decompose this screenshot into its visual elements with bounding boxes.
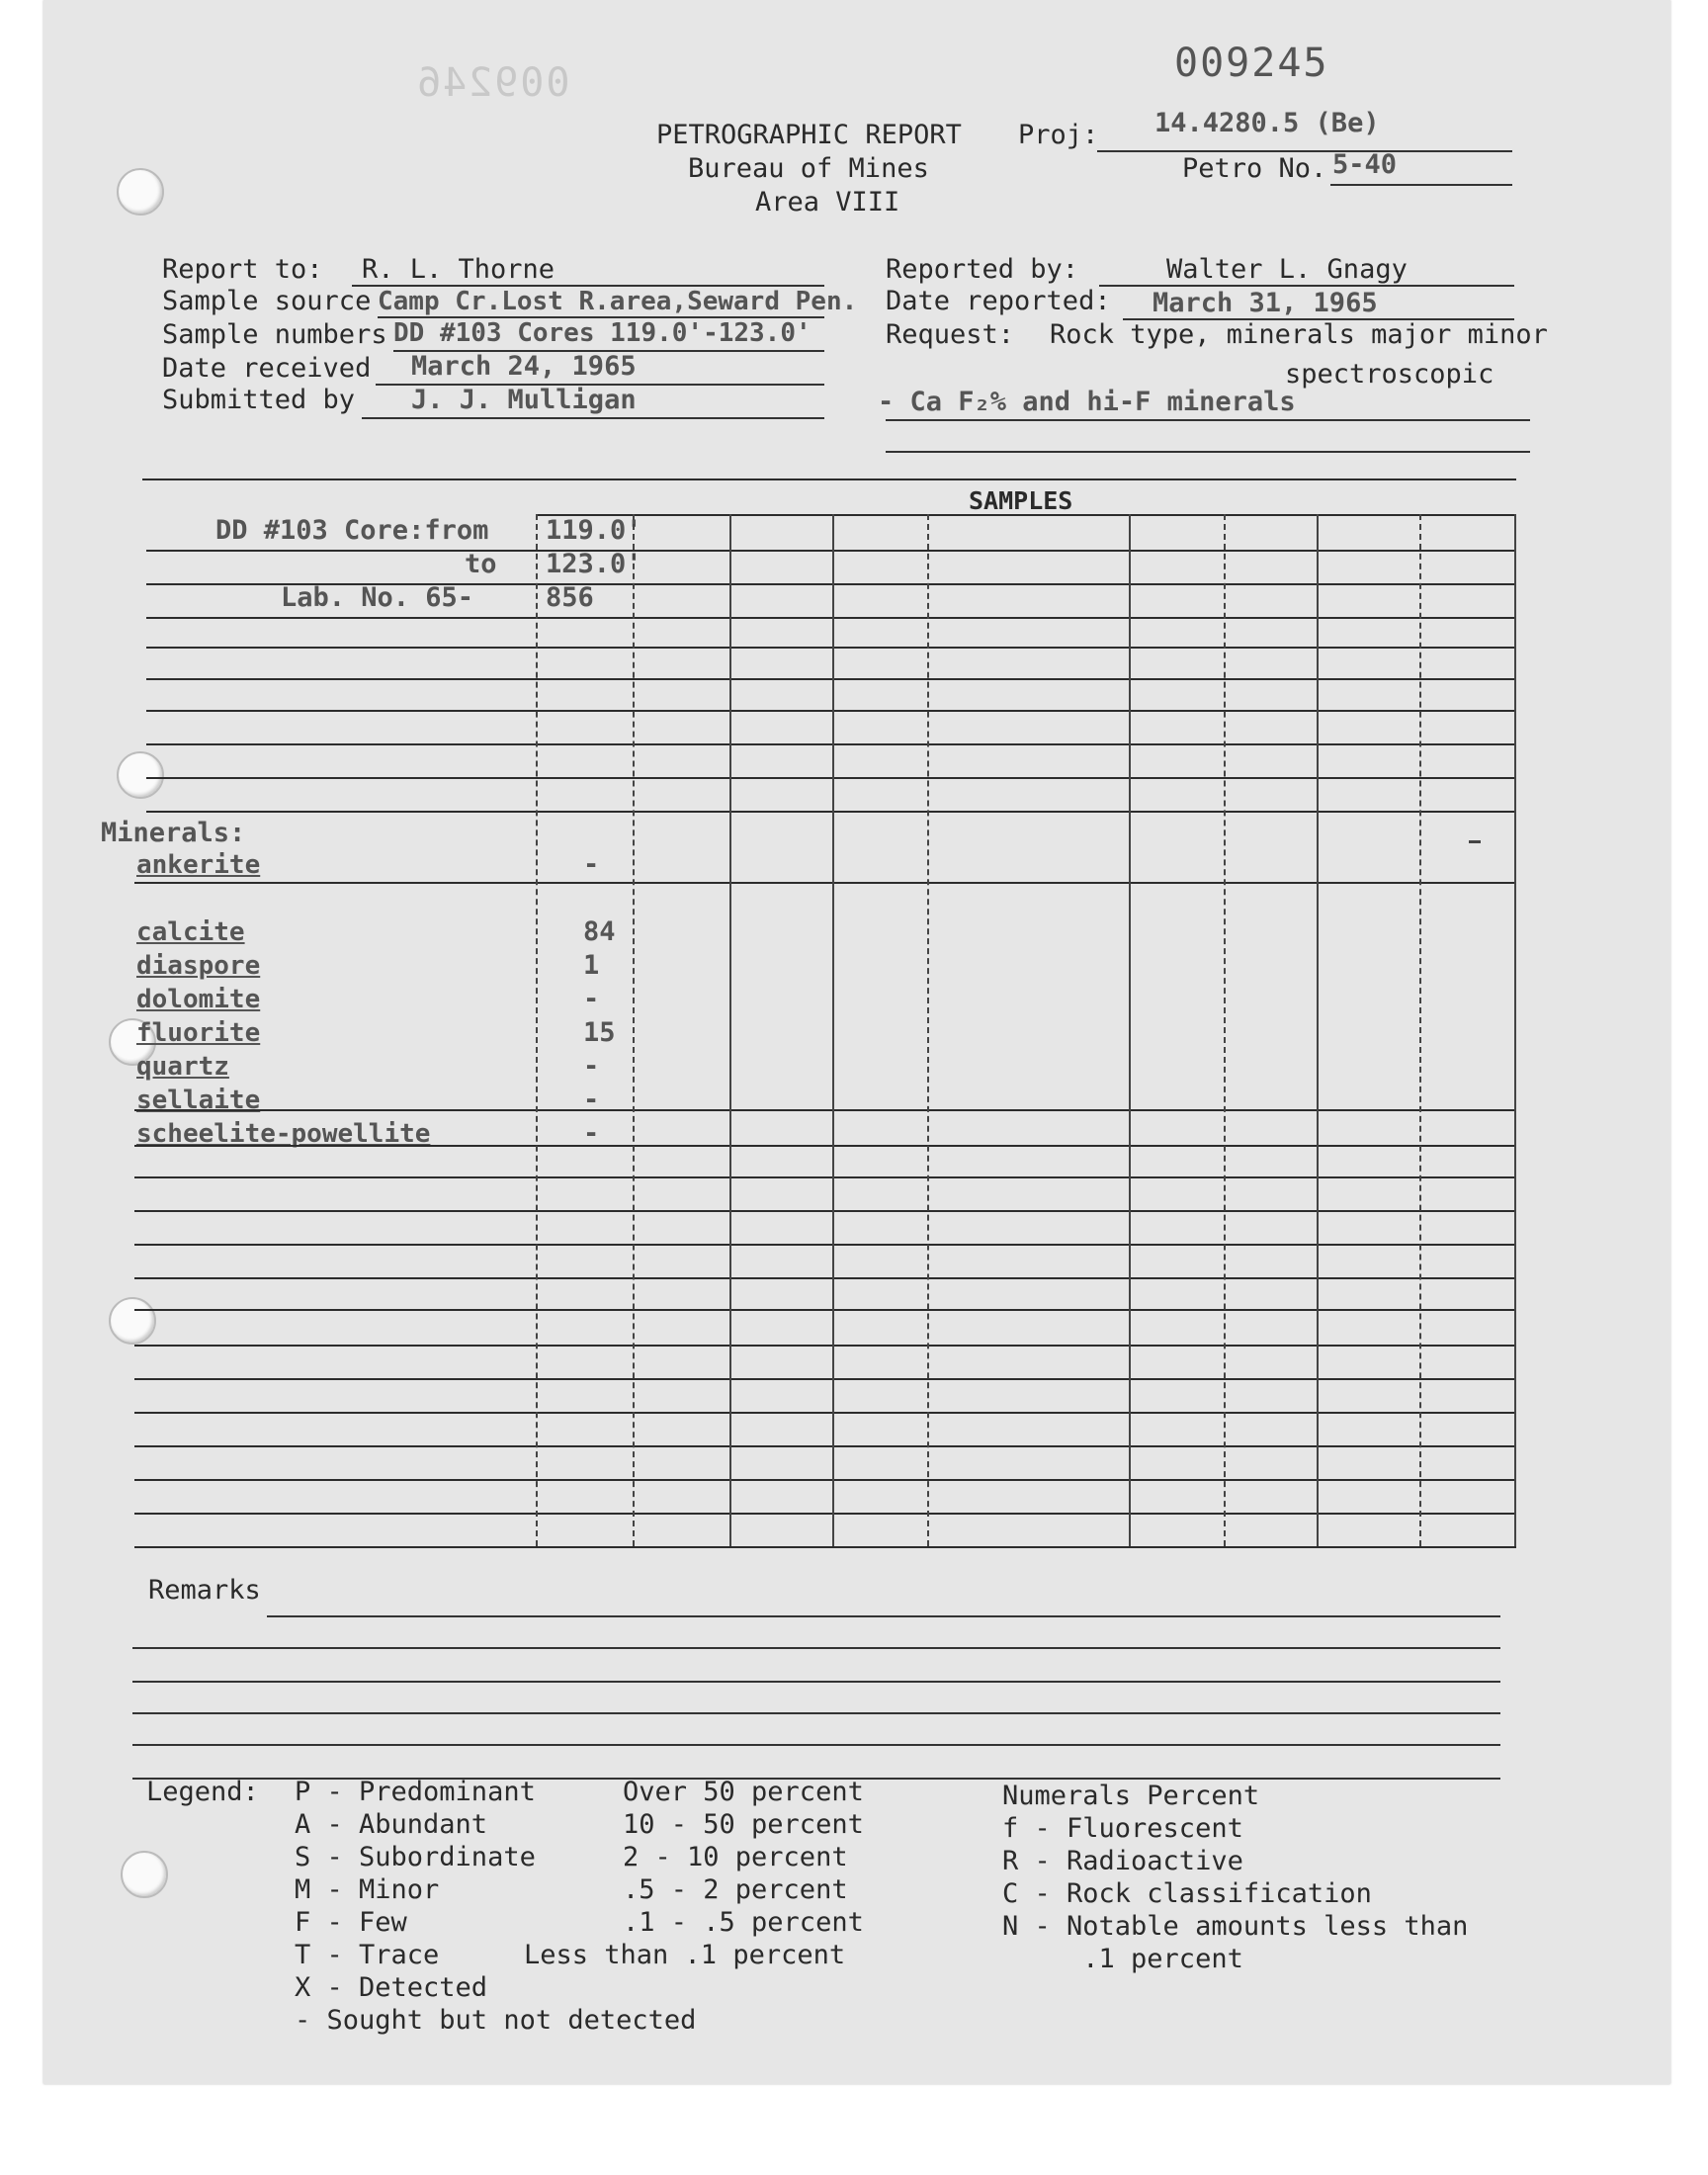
request-line-3: - Ca F₂% and hi-F minerals bbox=[878, 387, 1296, 417]
mineral-name-quartz: quartz bbox=[136, 1052, 229, 1082]
margin-mark bbox=[1469, 840, 1481, 843]
table-row-rule bbox=[134, 1210, 1516, 1212]
report-to-value: R. L. Thorne bbox=[362, 254, 555, 285]
table-row-rule bbox=[146, 583, 1516, 585]
table-row-rule bbox=[134, 1145, 1516, 1147]
mineral-name-sellaite: sellaite bbox=[136, 1086, 261, 1115]
petro-value: 5-40 bbox=[1332, 149, 1398, 180]
binder-hole bbox=[109, 1297, 156, 1345]
table-row-rule bbox=[146, 550, 1516, 552]
legend-code: - Sought but not detected bbox=[295, 2005, 697, 2036]
table-row-rule bbox=[146, 617, 1516, 619]
legend-code: T - Trace bbox=[295, 1940, 440, 1970]
report-to-label: Report to: bbox=[162, 254, 323, 285]
core-to-label: to bbox=[465, 549, 497, 579]
reported-by-label: Reported by: bbox=[886, 254, 1079, 285]
legend-note: Numerals Percent bbox=[1002, 1781, 1260, 1811]
mineral-name-diaspore: diaspore bbox=[136, 951, 261, 981]
legend-range: 10 - 50 percent bbox=[623, 1809, 864, 1840]
remarks-line bbox=[132, 1681, 1500, 1683]
legend-range: 2 - 10 percent bbox=[623, 1842, 848, 1872]
table-column-rule bbox=[1317, 514, 1319, 1546]
mineral-value-dolomite: - bbox=[583, 984, 600, 1014]
mineral-name-dolomite: dolomite bbox=[136, 985, 261, 1014]
remarks-label: Remarks bbox=[148, 1575, 261, 1606]
table-row-rule bbox=[134, 1277, 1516, 1279]
date-reported-label: Date reported: bbox=[886, 286, 1111, 316]
sample-source-label: Sample source bbox=[162, 286, 372, 316]
date-received-value: March 24, 1965 bbox=[411, 351, 637, 382]
table-row-rule bbox=[134, 882, 1516, 884]
table-column-rule bbox=[1419, 514, 1421, 1546]
legend-range: .1 - .5 percent bbox=[623, 1907, 864, 1938]
table-row-rule bbox=[134, 1378, 1516, 1380]
mineral-value-calcite: 84 bbox=[583, 916, 616, 947]
legend-code: F - Few bbox=[295, 1907, 407, 1938]
sample-source-value: Camp Cr.Lost R.area,Seward Pen. bbox=[378, 287, 858, 316]
legend-note: N - Notable amounts less than bbox=[1002, 1911, 1469, 1942]
table-row-rule bbox=[134, 1176, 1516, 1178]
submitted-by-value: J. J. Mulligan bbox=[411, 385, 637, 415]
table-top-rule bbox=[142, 478, 1516, 480]
table-row-rule bbox=[146, 710, 1516, 712]
proj-underline bbox=[1097, 150, 1512, 152]
legend-code: P - Predominant bbox=[295, 1777, 536, 1807]
request-line-1: Rock type, minerals major minor bbox=[1050, 319, 1548, 350]
mineral-name-calcite: calcite bbox=[136, 917, 245, 947]
date-reported-value: March 31, 1965 bbox=[1153, 288, 1378, 318]
binder-hole bbox=[121, 1851, 168, 1898]
lab-number-value: 856 bbox=[546, 582, 594, 613]
area-name: Area VIII bbox=[755, 187, 900, 218]
legend-code: A - Abundant bbox=[295, 1809, 488, 1840]
request-underline-1 bbox=[886, 419, 1530, 421]
table-row-rule bbox=[134, 1109, 1516, 1111]
remarks-line bbox=[132, 1647, 1500, 1649]
table-column-rule bbox=[832, 514, 834, 1546]
table-column-rule bbox=[536, 514, 538, 1546]
minerals-label: Minerals: bbox=[101, 818, 246, 848]
petro-underline bbox=[1330, 184, 1512, 186]
submitted-by-label: Submitted by bbox=[162, 385, 356, 415]
mineral-value-quartz: - bbox=[583, 1051, 600, 1082]
samples-header-rule bbox=[536, 514, 1516, 516]
table-row-rule bbox=[146, 811, 1516, 813]
table-row-rule bbox=[134, 1345, 1516, 1347]
mineral-name-fluorite: fluorite bbox=[136, 1018, 261, 1048]
proj-value: 14.4280.5 (Be) bbox=[1154, 108, 1380, 138]
mineral-name-scheelite-powellite: scheelite-powellite bbox=[136, 1119, 431, 1149]
table-row-rule bbox=[134, 1309, 1516, 1311]
submitted-by-underline bbox=[362, 417, 824, 419]
core-from-value: 119.0' bbox=[546, 515, 642, 546]
table-row-rule bbox=[134, 1244, 1516, 1246]
mineral-value-sellaite: - bbox=[583, 1085, 600, 1115]
legend-note: R - Radioactive bbox=[1002, 1846, 1243, 1876]
table-row-rule bbox=[134, 1546, 1516, 1548]
remarks-line bbox=[132, 1712, 1500, 1714]
table-column-rule bbox=[1129, 514, 1131, 1546]
table-row-rule bbox=[146, 777, 1516, 779]
table-column-rule bbox=[1514, 514, 1516, 1546]
table-row-rule bbox=[134, 1513, 1516, 1515]
request-label: Request: bbox=[886, 319, 1015, 350]
legend-note: .1 percent bbox=[1002, 1944, 1243, 1974]
legend-code: X - Detected bbox=[295, 1972, 488, 2003]
remarks-underline bbox=[267, 1615, 1500, 1617]
core-from-label: DD #103 Core:from bbox=[215, 515, 489, 546]
reported-by-underline bbox=[1099, 285, 1514, 287]
binder-hole bbox=[117, 168, 164, 216]
sample-numbers-label: Sample numbers bbox=[162, 319, 387, 350]
mineral-name-ankerite: ankerite bbox=[136, 850, 261, 880]
remarks-line bbox=[132, 1744, 1500, 1746]
doc-number: 009245 bbox=[1174, 41, 1329, 86]
table-row-rule bbox=[146, 743, 1516, 745]
bureau-name: Bureau of Mines bbox=[688, 153, 929, 184]
legend-code: S - Subordinate bbox=[295, 1842, 536, 1872]
samples-header: SAMPLES bbox=[969, 486, 1073, 515]
table-row-rule bbox=[146, 678, 1516, 680]
request-underline-2 bbox=[886, 451, 1530, 453]
date-received-label: Date received bbox=[162, 353, 372, 384]
mineral-value-ankerite: - bbox=[583, 849, 600, 880]
petro-label: Petro No. bbox=[1182, 153, 1327, 184]
table-column-rule bbox=[633, 514, 635, 1546]
report-title: PETROGRAPHIC REPORT bbox=[656, 120, 962, 150]
mineral-value-fluorite: 15 bbox=[583, 1017, 616, 1048]
reported-by-value: Walter L. Gnagy bbox=[1166, 254, 1408, 285]
doc-number-ghost: 009246 bbox=[415, 60, 570, 106]
mineral-value-diaspore: 1 bbox=[583, 950, 600, 981]
core-to-value: 123.0' bbox=[546, 549, 642, 579]
legend-label: Legend: bbox=[146, 1777, 259, 1807]
legend-range: Over 50 percent bbox=[623, 1777, 864, 1807]
table-row-rule bbox=[146, 647, 1516, 649]
table-column-rule bbox=[1224, 514, 1226, 1546]
legend-range: Less than .1 percent bbox=[524, 1940, 846, 1970]
table-row-rule bbox=[134, 1445, 1516, 1447]
binder-hole bbox=[117, 751, 164, 799]
mineral-value-scheelite-powellite: - bbox=[583, 1118, 600, 1149]
table-row-rule bbox=[134, 1412, 1516, 1414]
request-line-2: spectroscopic bbox=[1285, 359, 1494, 390]
lab-number-label: Lab. No. 65- bbox=[281, 582, 474, 613]
table-column-rule bbox=[729, 514, 731, 1546]
table-column-rule bbox=[927, 514, 929, 1546]
legend-note: f - Fluorescent bbox=[1002, 1813, 1243, 1844]
table-row-rule bbox=[134, 1479, 1516, 1481]
proj-label: Proj: bbox=[1018, 120, 1099, 150]
sample-numbers-value: DD #103 Cores 119.0'-123.0' bbox=[393, 318, 811, 348]
legend-note: C - Rock classification bbox=[1002, 1878, 1372, 1909]
legend-range: .5 - 2 percent bbox=[623, 1874, 848, 1905]
legend-code: M - Minor bbox=[295, 1874, 440, 1905]
